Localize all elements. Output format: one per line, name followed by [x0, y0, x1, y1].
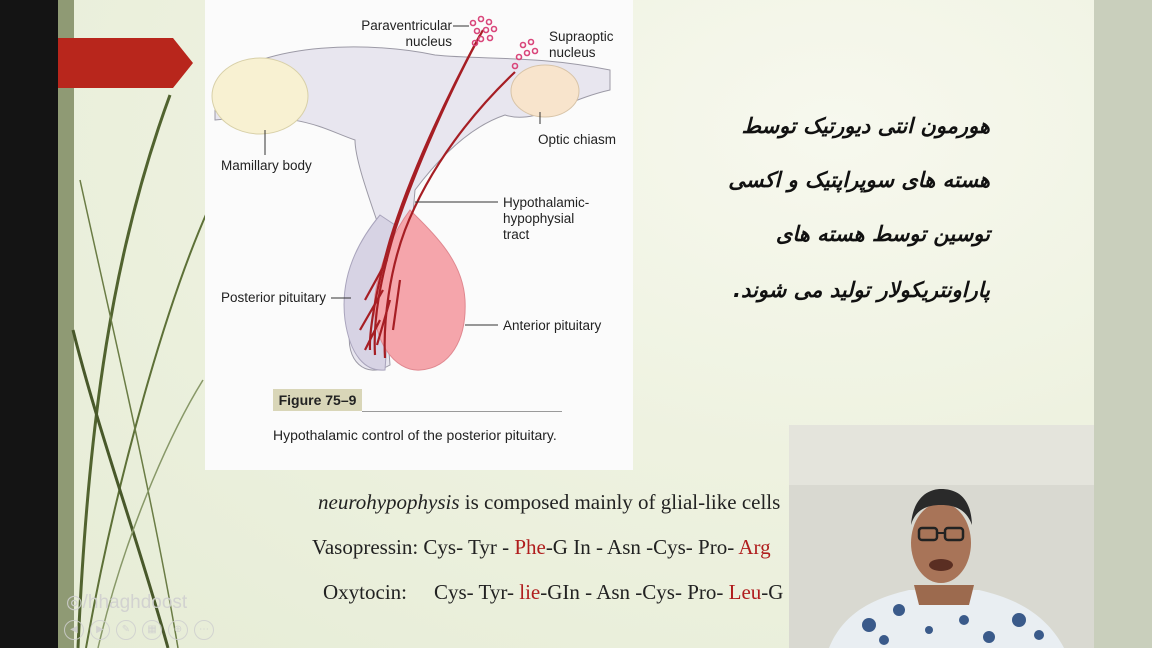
slide-right-edge — [1094, 0, 1152, 648]
figure-tag: Figure 75–9 — [273, 389, 362, 411]
mamillary-body — [212, 58, 308, 134]
instagram-icon: ◎ — [66, 592, 83, 613]
red-arrow-shape — [58, 38, 193, 88]
presenter-video — [789, 425, 1094, 648]
channel-watermark — [66, 591, 187, 614]
oxytocin-seq-c: -GIn - Asn -Cys- Pro- — [540, 580, 729, 604]
oxytocin-sequence — [323, 580, 783, 605]
label-posterior-pituitary: Posterior pituitary — [221, 290, 327, 305]
watermark-handle: /hhaghdoost — [82, 592, 188, 613]
neurohypophysis-sentence — [318, 490, 780, 515]
zoom-icon[interactable]: ⊕ — [168, 620, 188, 640]
oxytocin-seq-e: -G — [761, 580, 784, 604]
persian-line-3: توسین توسط هسته های — [775, 222, 990, 246]
persian-line-2: هسته های سوپراپتیک و اکسی — [728, 168, 990, 192]
vasopressin-seq-a: Cys- Tyr - — [423, 535, 515, 559]
more-icon[interactable]: ⋯ — [194, 620, 214, 640]
play-icon[interactable]: ▶ — [90, 620, 110, 640]
vasopressin-seq-c: -G In - Asn -Cys- Pro- — [545, 535, 739, 559]
label-mamillary-body: Mamillary body — [221, 158, 312, 173]
oxytocin-lie: lie — [519, 580, 541, 604]
label-optic-chiasm: Optic chiasm — [538, 132, 617, 147]
label-anterior-pituitary: Anterior pituitary — [503, 318, 602, 333]
paraventricular-cluster — [471, 17, 497, 46]
pen-icon[interactable]: ✎ — [116, 620, 136, 640]
neurohypophysis-rest: is composed mainly of glial-like cells — [459, 490, 781, 514]
decorative-stripes — [58, 0, 218, 648]
label-supraoptic: Supraoptic nucleus — [549, 29, 614, 60]
figure-caption: Hypothalamic control of the posterior pituitary. — [273, 427, 557, 443]
label-hypothalamic-tract: Hypothalamic- hypophysial tract — [503, 195, 590, 242]
oxytocin-label: Oxytocin: — [323, 580, 407, 604]
oxytocin-seq-a: Cys- Tyr- — [434, 580, 520, 604]
vasopressin-arg: Arg — [738, 535, 771, 559]
vasopressin-phe: Phe — [514, 535, 546, 559]
figure-divider — [362, 411, 562, 412]
vasopressin-label: Vasopressin: — [312, 535, 424, 559]
persian-line-4: پاراونتریکولار تولید می شوند. — [733, 278, 990, 302]
oxytocin-leu: Leu — [728, 580, 762, 604]
webcam-overlay — [789, 425, 1094, 648]
persian-line-1: هورمون انتی دیورتیک توسط — [741, 114, 990, 138]
optic-chiasm — [511, 65, 579, 117]
grid-icon[interactable]: ▦ — [142, 620, 162, 640]
label-paraventricular: Paraventricular nucleus — [361, 18, 452, 49]
prev-icon[interactable]: ◀ — [64, 620, 84, 640]
neurohypophysis-term: neurohypophysis — [318, 490, 460, 514]
vasopressin-sequence — [312, 535, 771, 560]
